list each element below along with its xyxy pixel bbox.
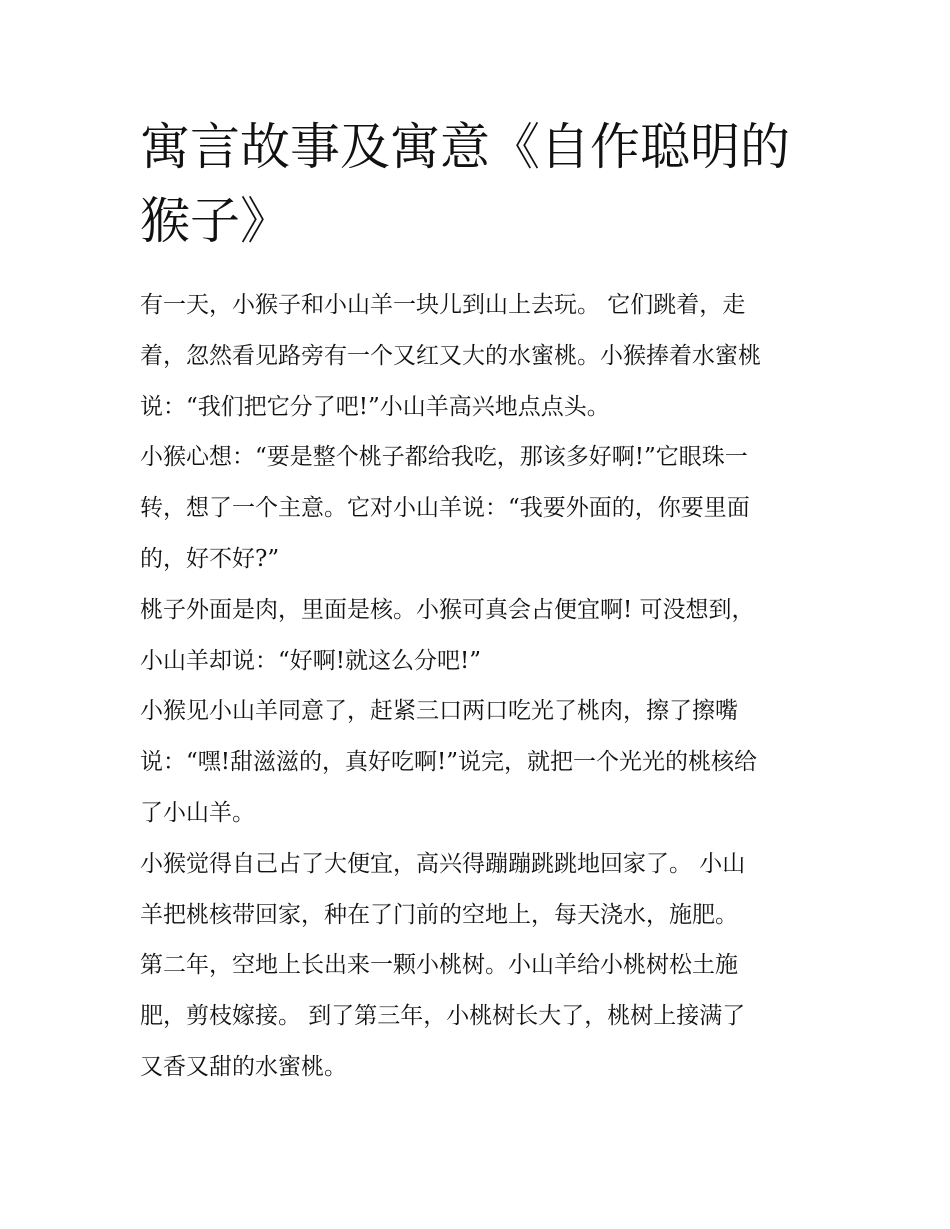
paragraph-line: 第二年，空地上长出来一颗小桃树。小山羊给小桃树松土施 xyxy=(140,952,738,979)
paragraph-line: 小猴心想：“要是整个桃子都给我吃，那该多好啊!”它眼珠一 xyxy=(140,444,748,471)
paragraph-4 xyxy=(140,686,820,838)
title-line-1: 寓言故事及寓意《自作聪明的 xyxy=(140,118,790,176)
paragraph-line: 了小山羊。 xyxy=(140,799,255,826)
paragraph-line: 说：“嘿!甜滋滋的，真好吃啊!”说完，就把一个光光的桃核给 xyxy=(140,749,758,776)
paragraph-line: 说：“我们把它分了吧!”小山羊高兴地点点头。 xyxy=(140,393,610,420)
paragraph-5 xyxy=(140,839,820,1093)
title-line-2: 猴子》 xyxy=(140,192,290,250)
paragraph-line: 小猴见小山羊同意了，赶紧三口两口吃光了桃肉，擦了擦嘴 xyxy=(140,698,738,725)
paragraph-2 xyxy=(140,432,820,584)
paragraph-line: 小猴觉得自己占了大便宜，高兴得蹦蹦跳跳地回家了。 小山 xyxy=(140,850,746,877)
paragraph-line: 肥，剪枝嫁接。 到了第三年，小桃树长大了，桃树上接满了 xyxy=(140,1003,746,1030)
paragraph-line: 又香又甜的水蜜桃。 xyxy=(140,1053,347,1080)
document-title xyxy=(140,110,820,258)
paragraph-line: 的，好不好?” xyxy=(140,545,280,572)
document-body xyxy=(140,280,820,1093)
paragraph-line: 小山羊却说：“好啊!就这么分吧!” xyxy=(140,647,482,674)
paragraph-line: 有一天，小猴子和小山羊一块儿到山上去玩。 它们跳着，走 xyxy=(140,292,746,318)
document-content xyxy=(140,110,820,1093)
paragraph-3 xyxy=(140,585,820,687)
paragraph-1 xyxy=(140,280,820,432)
paragraph-line: 着，忽然看见路旁有一个又红又大的水蜜桃。小猴捧着水蜜桃 xyxy=(140,342,761,369)
paragraph-line: 桃子外面是肉，里面是核。小猴可真会占便宜啊! 可没想到， xyxy=(140,596,755,623)
paragraph-line: 羊把桃核带回家，种在了门前的空地上，每天浇水，施肥。 xyxy=(140,901,738,928)
paragraph-line: 转，想了一个主意。它对小山羊说：“我要外面的，你要里面 xyxy=(140,495,750,522)
